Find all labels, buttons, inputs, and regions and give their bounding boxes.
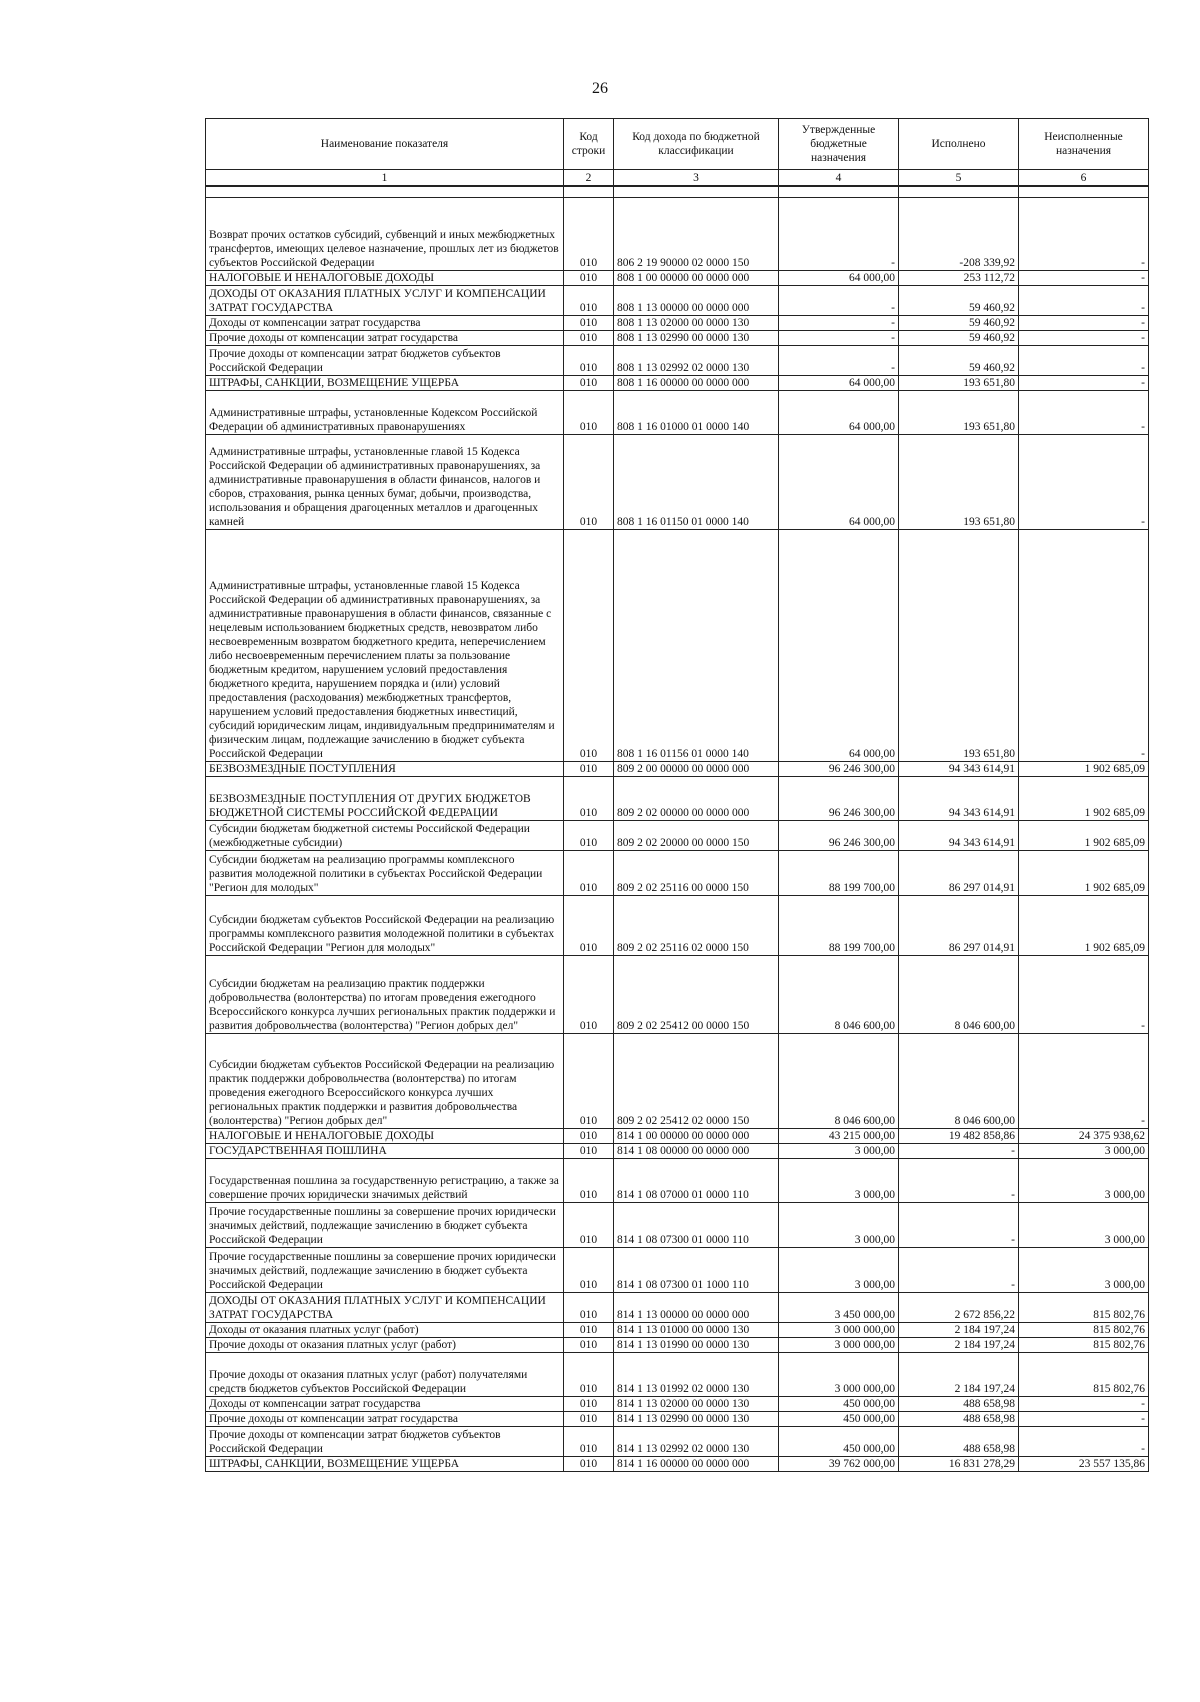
- executed-amount: 94 343 614,91: [899, 762, 1019, 777]
- row-code: 010: [564, 391, 614, 435]
- budget-classification-code: 814 1 08 07300 01 0000 110: [614, 1203, 779, 1248]
- unexecuted-amount: -: [1019, 376, 1149, 391]
- approved-amount: 450 000,00: [779, 1427, 899, 1457]
- unexecuted-amount: -: [1019, 530, 1149, 762]
- table-row: [206, 1338, 1149, 1353]
- indicator-name: Прочие государственные пошлины за совершение прочих юридически значимых действий, подлежащие зачислению в бюджет субъекта Российской Федерации: [206, 1203, 564, 1248]
- column-number: 5: [899, 170, 1019, 187]
- budget-classification-code: 814 1 13 01000 00 0000 130: [614, 1323, 779, 1338]
- approved-amount: 64 000,00: [779, 376, 899, 391]
- approved-amount: 8 046 600,00: [779, 1034, 899, 1129]
- executed-amount: -208 339,92: [899, 198, 1019, 271]
- row-code: 010: [564, 1412, 614, 1427]
- indicator-name: Прочие доходы от оказания платных услуг (работ): [206, 1338, 564, 1353]
- executed-amount: 2 184 197,24: [899, 1323, 1019, 1338]
- approved-amount: -: [779, 198, 899, 271]
- table-row: [206, 1353, 1149, 1397]
- executed-amount: 86 297 014,91: [899, 851, 1019, 896]
- executed-amount: 8 046 600,00: [899, 956, 1019, 1034]
- indicator-name: Субсидии бюджетам субъектов Российской Федерации на реализацию практик поддержки добровольчества (волонтерства) по итогам проведения ежегодного Всероссийского конкурса лучших региональных практик поддержки и развития добровольчества (волонтерства) "Регион добрых дел": [206, 1034, 564, 1129]
- column-number: 4: [779, 170, 899, 187]
- row-code: 010: [564, 316, 614, 331]
- unexecuted-amount: -: [1019, 346, 1149, 376]
- spacer-cell: [899, 186, 1019, 198]
- unexecuted-amount: 1 902 685,09: [1019, 762, 1149, 777]
- indicator-name: Прочие доходы от компенсации затрат государства: [206, 1412, 564, 1427]
- unexecuted-amount: -: [1019, 198, 1149, 271]
- budget-classification-code: 814 1 00 00000 00 0000 000: [614, 1129, 779, 1144]
- executed-amount: 193 651,80: [899, 435, 1019, 530]
- budget-classification-code: 806 2 19 90000 02 0000 150: [614, 198, 779, 271]
- unexecuted-amount: 23 557 135,86: [1019, 1457, 1149, 1472]
- unexecuted-amount: -: [1019, 1397, 1149, 1412]
- table-row: [206, 1129, 1149, 1144]
- table-row: [206, 762, 1149, 777]
- approved-amount: 3 000,00: [779, 1248, 899, 1293]
- executed-amount: 19 482 858,86: [899, 1129, 1019, 1144]
- executed-amount: 253 112,72: [899, 271, 1019, 286]
- unexecuted-amount: 815 802,76: [1019, 1293, 1149, 1323]
- table-row: [206, 331, 1149, 346]
- budget-classification-code: 814 1 13 02992 02 0000 130: [614, 1427, 779, 1457]
- indicator-name: Возврат прочих остатков субсидий, субвенций и иных межбюджетных трансфертов, имеющих целевое назначение, прошлых лет из бюджетов субъектов Российской Федерации: [206, 198, 564, 271]
- unexecuted-amount: 815 802,76: [1019, 1353, 1149, 1397]
- approved-amount: 3 000,00: [779, 1144, 899, 1159]
- budget-classification-code: 808 1 00 00000 00 0000 000: [614, 271, 779, 286]
- table-row: [206, 821, 1149, 851]
- table-row: [206, 271, 1149, 286]
- approved-amount: 450 000,00: [779, 1397, 899, 1412]
- indicator-name: Субсидии бюджетам бюджетной системы Российской Федерации (межбюджетные субсидии): [206, 821, 564, 851]
- executed-amount: 94 343 614,91: [899, 777, 1019, 821]
- table-row: [206, 1427, 1149, 1457]
- row-code: 010: [564, 896, 614, 956]
- indicator-name: ГОСУДАРСТВЕННАЯ ПОШЛИНА: [206, 1144, 564, 1159]
- executed-amount: 86 297 014,91: [899, 896, 1019, 956]
- header-executed: Исполнено: [899, 119, 1019, 170]
- unexecuted-amount: -: [1019, 1412, 1149, 1427]
- indicator-name: Государственная пошлина за государственную регистрацию, а также за совершение прочих юридически значимых действий: [206, 1159, 564, 1203]
- indicator-name: НАЛОГОВЫЕ И НЕНАЛОГОВЫЕ ДОХОДЫ: [206, 1129, 564, 1144]
- approved-amount: 64 000,00: [779, 435, 899, 530]
- row-code: 010: [564, 286, 614, 316]
- indicator-name: Доходы от компенсации затрат государства: [206, 1397, 564, 1412]
- unexecuted-amount: 815 802,76: [1019, 1338, 1149, 1353]
- approved-amount: 96 246 300,00: [779, 821, 899, 851]
- budget-classification-code: 808 1 16 01156 01 0000 140: [614, 530, 779, 762]
- approved-amount: 64 000,00: [779, 530, 899, 762]
- spacer-cell: [1019, 186, 1149, 198]
- header-row: [206, 119, 1149, 170]
- unexecuted-amount: -: [1019, 1034, 1149, 1129]
- approved-amount: 96 246 300,00: [779, 762, 899, 777]
- budget-classification-code: 808 1 16 01000 01 0000 140: [614, 391, 779, 435]
- budget-classification-code: 814 1 13 01992 02 0000 130: [614, 1353, 779, 1397]
- column-number: 3: [614, 170, 779, 187]
- unexecuted-amount: 815 802,76: [1019, 1323, 1149, 1338]
- budget-classification-code: 814 1 13 02990 00 0000 130: [614, 1412, 779, 1427]
- approved-amount: 64 000,00: [779, 391, 899, 435]
- row-code: 010: [564, 1203, 614, 1248]
- row-code: 010: [564, 331, 614, 346]
- table-row: [206, 530, 1149, 762]
- executed-amount: 193 651,80: [899, 376, 1019, 391]
- unexecuted-amount: 3 000,00: [1019, 1248, 1149, 1293]
- budget-classification-code: 814 1 08 00000 00 0000 000: [614, 1144, 779, 1159]
- row-code: 010: [564, 1293, 614, 1323]
- indicator-name: ДОХОДЫ ОТ ОКАЗАНИЯ ПЛАТНЫХ УСЛУГ И КОМПЕНСАЦИИ ЗАТРАТ ГОСУДАРСТВА: [206, 1293, 564, 1323]
- approved-amount: 88 199 700,00: [779, 851, 899, 896]
- spacer-cell: [614, 186, 779, 198]
- approved-amount: 3 000 000,00: [779, 1338, 899, 1353]
- executed-amount: -: [899, 1203, 1019, 1248]
- budget-classification-code: 809 2 02 25116 02 0000 150: [614, 896, 779, 956]
- table-row: [206, 777, 1149, 821]
- table-row: [206, 1203, 1149, 1248]
- indicator-name: Прочие доходы от компенсации затрат бюджетов субъектов Российской Федерации: [206, 1427, 564, 1457]
- indicator-name: Доходы от компенсации затрат государства: [206, 316, 564, 331]
- executed-amount: 8 046 600,00: [899, 1034, 1019, 1129]
- executed-amount: 488 658,98: [899, 1412, 1019, 1427]
- indicator-name: Прочие доходы от компенсации затрат государства: [206, 331, 564, 346]
- indicator-name: Административные штрафы, установленные Кодексом Российской Федерации об административных правонарушениях: [206, 391, 564, 435]
- unexecuted-amount: -: [1019, 271, 1149, 286]
- indicator-name: Административные штрафы, установленные главой 15 Кодекса Российской Федерации об административных правонарушениях, за административные правонарушения в области финансов, связанные с нецелевым использованием бюджетных средств, невозвратом либо несвоевременным возвратом бюджетного кредита, неперечислением либо несвоевременным перечислением платы за пользование бюджетным кредитом, нарушением условий предоставления бюджетного кредита, нарушением порядка и (или) условий предоставления (расходования) межбюджетных трансфертов, нарушением условий предоставления бюджетных инвестиций, субсидий юридическим лицам, индивидуальным предпринимателям и физическим лицам, подлежащие зачислению в бюджет субъекта Российской Федерации: [206, 530, 564, 762]
- approved-amount: 3 000,00: [779, 1159, 899, 1203]
- spacer-cell: [206, 186, 564, 198]
- indicator-name: ШТРАФЫ, САНКЦИИ, ВОЗМЕЩЕНИЕ УЩЕРБА: [206, 376, 564, 391]
- table-row: [206, 391, 1149, 435]
- unexecuted-amount: -: [1019, 435, 1149, 530]
- revenue-table: [205, 118, 1149, 1472]
- unexecuted-amount: 1 902 685,09: [1019, 896, 1149, 956]
- executed-amount: 2 184 197,24: [899, 1353, 1019, 1397]
- unexecuted-amount: -: [1019, 331, 1149, 346]
- row-code: 010: [564, 1129, 614, 1144]
- approved-amount: 39 762 000,00: [779, 1457, 899, 1472]
- indicator-name: НАЛОГОВЫЕ И НЕНАЛОГОВЫЕ ДОХОДЫ: [206, 271, 564, 286]
- indicator-name: Прочие доходы от компенсации затрат бюджетов субъектов Российской Федерации: [206, 346, 564, 376]
- table-row: [206, 1144, 1149, 1159]
- row-code: 010: [564, 1159, 614, 1203]
- row-code: 010: [564, 198, 614, 271]
- budget-classification-code: 809 2 02 25116 00 0000 150: [614, 851, 779, 896]
- table-row: [206, 1397, 1149, 1412]
- row-code: 010: [564, 1248, 614, 1293]
- unexecuted-amount: 3 000,00: [1019, 1159, 1149, 1203]
- budget-classification-code: 808 1 16 01150 01 0000 140: [614, 435, 779, 530]
- table-row: [206, 1412, 1149, 1427]
- table-row: [206, 1293, 1149, 1323]
- row-code: 010: [564, 851, 614, 896]
- budget-classification-code: 814 1 08 07300 01 1000 110: [614, 1248, 779, 1293]
- row-code: 010: [564, 1323, 614, 1338]
- approved-amount: -: [779, 346, 899, 376]
- budget-classification-code: 814 1 13 02000 00 0000 130: [614, 1397, 779, 1412]
- row-code: 010: [564, 1427, 614, 1457]
- table-row: [206, 316, 1149, 331]
- column-number-row: [206, 170, 1149, 187]
- budget-classification-code: 809 2 02 00000 00 0000 000: [614, 777, 779, 821]
- table-row: [206, 346, 1149, 376]
- budget-classification-code: 809 2 02 20000 00 0000 150: [614, 821, 779, 851]
- executed-amount: 2 672 856,22: [899, 1293, 1019, 1323]
- table-row: [206, 1159, 1149, 1203]
- executed-amount: -: [899, 1248, 1019, 1293]
- spacer-cell: [564, 186, 614, 198]
- row-code: 010: [564, 1034, 614, 1129]
- table-row: [206, 435, 1149, 530]
- budget-classification-code: 809 2 02 25412 00 0000 150: [614, 956, 779, 1034]
- approved-amount: 96 246 300,00: [779, 777, 899, 821]
- approved-amount: 43 215 000,00: [779, 1129, 899, 1144]
- row-code: 010: [564, 777, 614, 821]
- header-row-code: Код строки: [564, 119, 614, 170]
- header-budget-code: Код дохода по бюджетной классификации: [614, 119, 779, 170]
- indicator-name: Административные штрафы, установленные главой 15 Кодекса Российской Федерации об административных правонарушениях, за административные правонарушения в области финансов, налогов и сборов, страхования, рынка ценных бумаг, добычи, производства, использования и обращения драгоценных металлов и драгоценных камней: [206, 435, 564, 530]
- indicator-name: Доходы от оказания платных услуг (работ): [206, 1323, 564, 1338]
- table-row: [206, 1323, 1149, 1338]
- spacer-cell: [779, 186, 899, 198]
- approved-amount: -: [779, 316, 899, 331]
- column-number: 2: [564, 170, 614, 187]
- header-approved: Утвержденные бюджетные назначения: [779, 119, 899, 170]
- column-number: 6: [1019, 170, 1149, 187]
- executed-amount: -: [899, 1144, 1019, 1159]
- unexecuted-amount: -: [1019, 956, 1149, 1034]
- unexecuted-amount: 3 000,00: [1019, 1203, 1149, 1248]
- column-number: 1: [206, 170, 564, 187]
- budget-classification-code: 814 1 08 07000 01 0000 110: [614, 1159, 779, 1203]
- executed-amount: 2 184 197,24: [899, 1338, 1019, 1353]
- indicator-name: БЕЗВОЗМЕЗДНЫЕ ПОСТУПЛЕНИЯ ОТ ДРУГИХ БЮДЖЕТОВ БЮДЖЕТНОЙ СИСТЕМЫ РОССИЙСКОЙ ФЕДЕРАЦИИ: [206, 777, 564, 821]
- budget-classification-code: 814 1 13 01990 00 0000 130: [614, 1338, 779, 1353]
- page-number: 26: [592, 80, 608, 97]
- unexecuted-amount: 1 902 685,09: [1019, 777, 1149, 821]
- approved-amount: 3 000 000,00: [779, 1323, 899, 1338]
- header-name: Наименование показателя: [206, 119, 564, 170]
- row-code: 010: [564, 956, 614, 1034]
- unexecuted-amount: 3 000,00: [1019, 1144, 1149, 1159]
- approved-amount: -: [779, 331, 899, 346]
- table-row: [206, 1034, 1149, 1129]
- budget-classification-code: 808 1 13 00000 00 0000 000: [614, 286, 779, 316]
- budget-classification-code: 808 1 13 02992 02 0000 130: [614, 346, 779, 376]
- approved-amount: 8 046 600,00: [779, 956, 899, 1034]
- executed-amount: 59 460,92: [899, 316, 1019, 331]
- executed-amount: -: [899, 1159, 1019, 1203]
- budget-classification-code: 808 1 13 02000 00 0000 130: [614, 316, 779, 331]
- unexecuted-amount: -: [1019, 391, 1149, 435]
- executed-amount: 94 343 614,91: [899, 821, 1019, 851]
- table-row: [206, 896, 1149, 956]
- indicator-name: Субсидии бюджетам на реализацию практик поддержки добровольчества (волонтерства) по итогам проведения ежегодного Всероссийского конкурса лучших региональных практик поддержки и развития добровольчества (волонтерства) "Регион добрых дел": [206, 956, 564, 1034]
- executed-amount: 59 460,92: [899, 286, 1019, 316]
- indicator-name: Прочие доходы от оказания платных услуг (работ) получателями средств бюджетов субъектов Российской Федерации: [206, 1353, 564, 1397]
- table-row: [206, 956, 1149, 1034]
- budget-classification-code: 814 1 16 00000 00 0000 000: [614, 1457, 779, 1472]
- approved-amount: 3 000 000,00: [779, 1353, 899, 1397]
- row-code: 010: [564, 1457, 614, 1472]
- indicator-name: БЕЗВОЗМЕЗДНЫЕ ПОСТУПЛЕНИЯ: [206, 762, 564, 777]
- table-row: [206, 1457, 1149, 1472]
- executed-amount: 193 651,80: [899, 391, 1019, 435]
- table-row: [206, 376, 1149, 391]
- indicator-name: Субсидии бюджетам субъектов Российской Федерации на реализацию программы комплексного развития молодежной политики в субъектах Российской Федерации "Регион для молодых": [206, 896, 564, 956]
- row-code: 010: [564, 1353, 614, 1397]
- row-code: 010: [564, 271, 614, 286]
- table-row: [206, 286, 1149, 316]
- spacer-row: [206, 186, 1149, 198]
- row-code: 010: [564, 762, 614, 777]
- budget-classification-code: 809 2 00 00000 00 0000 000: [614, 762, 779, 777]
- budget-classification-code: 814 1 13 00000 00 0000 000: [614, 1293, 779, 1323]
- executed-amount: 488 658,98: [899, 1427, 1019, 1457]
- indicator-name: Прочие государственные пошлины за совершение прочих юридически значимых действий, подлежащие зачислению в бюджет субъекта Российской Федерации: [206, 1248, 564, 1293]
- row-code: 010: [564, 530, 614, 762]
- table-row: [206, 1248, 1149, 1293]
- unexecuted-amount: -: [1019, 1427, 1149, 1457]
- unexecuted-amount: 1 902 685,09: [1019, 851, 1149, 896]
- unexecuted-amount: 1 902 685,09: [1019, 821, 1149, 851]
- approved-amount: 3 450 000,00: [779, 1293, 899, 1323]
- row-code: 010: [564, 346, 614, 376]
- executed-amount: 59 460,92: [899, 331, 1019, 346]
- table-body: [206, 186, 1149, 1472]
- approved-amount: -: [779, 286, 899, 316]
- executed-amount: 193 651,80: [899, 530, 1019, 762]
- row-code: 010: [564, 821, 614, 851]
- indicator-name: Субсидии бюджетам на реализацию программы комплексного развития молодежной политики в субъектах Российской Федерации "Регион для молодых": [206, 851, 564, 896]
- row-code: 010: [564, 1144, 614, 1159]
- approved-amount: 64 000,00: [779, 271, 899, 286]
- unexecuted-amount: -: [1019, 286, 1149, 316]
- approved-amount: 450 000,00: [779, 1412, 899, 1427]
- table-row: [206, 198, 1149, 271]
- unexecuted-amount: -: [1019, 316, 1149, 331]
- budget-classification-code: 809 2 02 25412 02 0000 150: [614, 1034, 779, 1129]
- executed-amount: 59 460,92: [899, 346, 1019, 376]
- row-code: 010: [564, 435, 614, 530]
- header-unexecuted: Неисполненные назначения: [1019, 119, 1149, 170]
- indicator-name: ДОХОДЫ ОТ ОКАЗАНИЯ ПЛАТНЫХ УСЛУГ И КОМПЕНСАЦИИ ЗАТРАТ ГОСУДАРСТВА: [206, 286, 564, 316]
- row-code: 010: [564, 1338, 614, 1353]
- table-row: [206, 851, 1149, 896]
- row-code: 010: [564, 1397, 614, 1412]
- executed-amount: 488 658,98: [899, 1397, 1019, 1412]
- unexecuted-amount: 24 375 938,62: [1019, 1129, 1149, 1144]
- executed-amount: 16 831 278,29: [899, 1457, 1019, 1472]
- budget-classification-code: 808 1 13 02990 00 0000 130: [614, 331, 779, 346]
- indicator-name: ШТРАФЫ, САНКЦИИ, ВОЗМЕЩЕНИЕ УЩЕРБА: [206, 1457, 564, 1472]
- approved-amount: 88 199 700,00: [779, 896, 899, 956]
- row-code: 010: [564, 376, 614, 391]
- budget-classification-code: 808 1 16 00000 00 0000 000: [614, 376, 779, 391]
- approved-amount: 3 000,00: [779, 1203, 899, 1248]
